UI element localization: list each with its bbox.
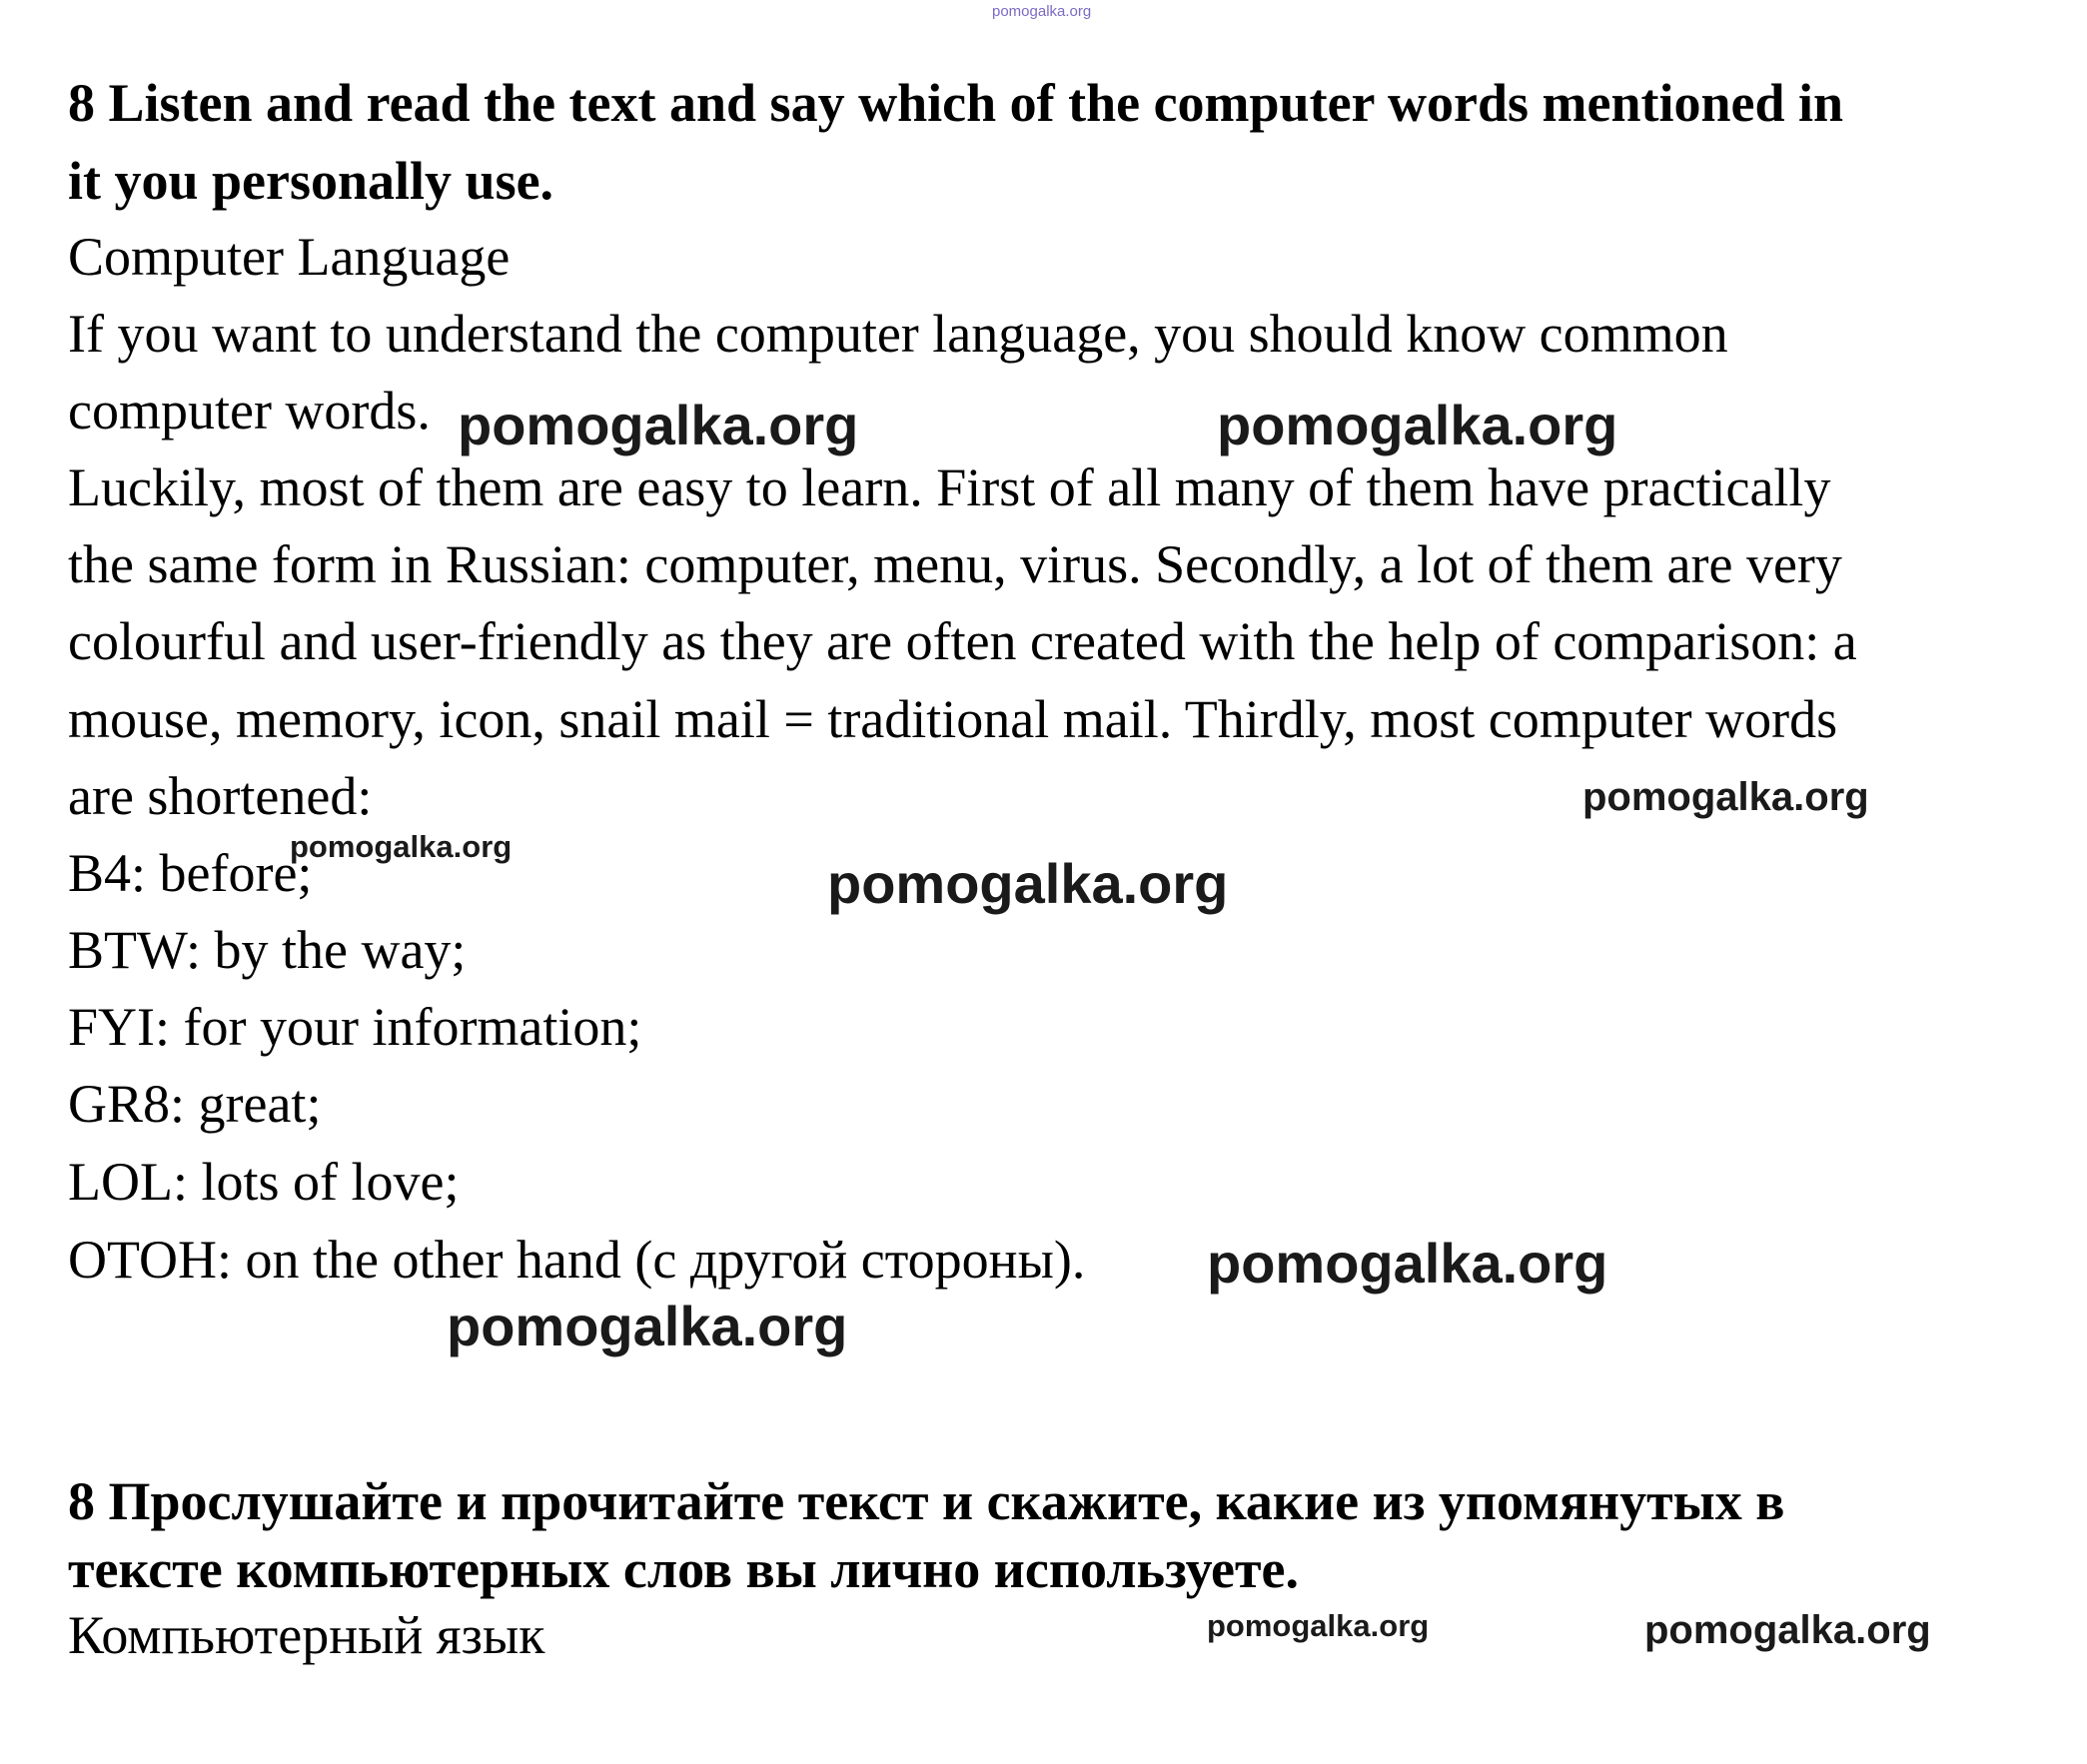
watermark: pomogalka.org: [1644, 1608, 1931, 1652]
paragraph-2-line-4: mouse, memory, icon, snail mail = traditional mail. Thirdly, most computer words: [68, 689, 1838, 749]
header-watermark: pomogalka.org: [992, 3, 1092, 20]
watermark: pomogalka.org: [1207, 1608, 1430, 1643]
watermark: pomogalka.org: [290, 829, 513, 864]
watermark: pomogalka.org: [827, 852, 1229, 915]
abbreviation-btw: BTW: by the way;: [68, 920, 467, 980]
watermark: pomogalka.org: [1207, 1232, 1608, 1295]
abbreviation-otoh: OTOH: on the other hand (с другой стороны).: [68, 1230, 1086, 1290]
paragraph-2-line-2: the same form in Russian: computer, menu, virus. Secondly, a lot of them are very: [68, 534, 1842, 594]
watermark: pomogalka.org: [1217, 394, 1618, 456]
abbreviation-gr8: GR8: great;: [68, 1074, 322, 1134]
abbreviation-b4: B4: before;: [68, 843, 313, 903]
text-title-en: Computer Language: [68, 227, 511, 287]
task-heading-ru-line-2: тексте компьютерных слов вы лично используете.: [68, 1539, 1299, 1599]
watermark: pomogalka.org: [1582, 775, 1869, 819]
text-title-ru: Компьютерный язык: [68, 1605, 545, 1665]
paragraph-1-line-2: computer words.: [68, 381, 431, 441]
abbreviation-lol: LOL: lots of love;: [68, 1152, 460, 1212]
paragraph-2-line-3: colourful and user-friendly as they are often created with the help of comparison: a: [68, 611, 1857, 671]
abbreviation-fyi: FYI: for your information;: [68, 997, 642, 1057]
paragraph-2-line-5: are shortened:: [68, 766, 373, 826]
task-heading-en-line-1: 8 Listen and read the text and say which of the computer words mentioned in: [68, 73, 1844, 133]
task-heading-en-line-2: it you personally use.: [68, 151, 554, 211]
watermark: pomogalka.org: [447, 1295, 848, 1357]
paragraph-1-line-1: If you want to understand the computer language, you should know common: [68, 304, 1728, 364]
watermark: pomogalka.org: [458, 394, 859, 456]
paragraph-2-line-1: Luckily, most of them are easy to learn. First of all many of them have practically: [68, 457, 1831, 517]
task-heading-ru-line-1: 8 Прослушайте и прочитайте текст и скажите, какие из упомянутых в: [68, 1471, 1785, 1531]
